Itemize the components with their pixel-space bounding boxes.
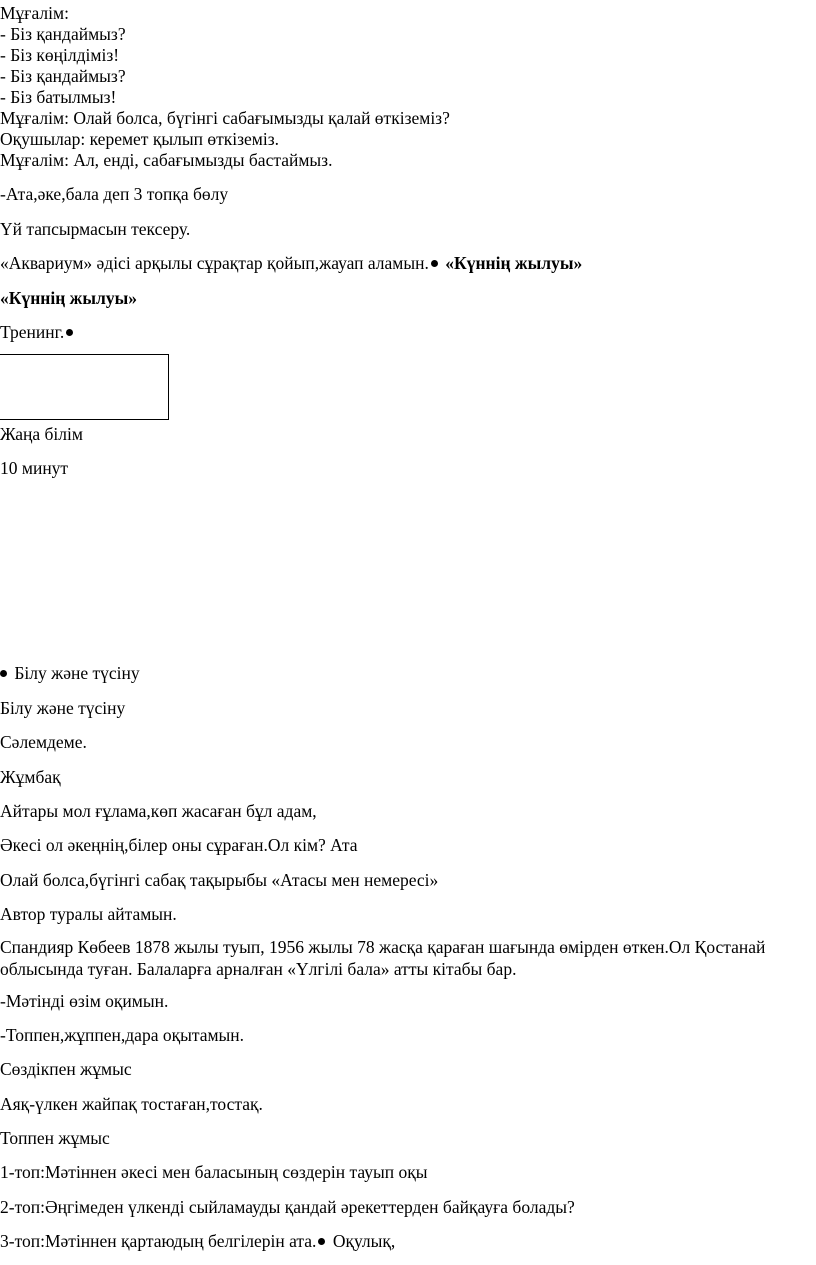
intro-line-4: - Біз қандаймыз?	[0, 66, 126, 86]
bullet-icon	[66, 329, 73, 336]
training-line	[0, 321, 76, 343]
task-3-line	[0, 1230, 395, 1252]
bullet-icon	[431, 260, 438, 267]
new-knowledge: Жаңа білім	[0, 424, 83, 444]
group-work-title: Топпен жұмыс	[0, 1128, 110, 1148]
greeting: Сәлемдеме.	[0, 732, 87, 752]
topic-line: Олай болса,бүгінгі сабақ тақырыбы «Атасы мен немересі»	[0, 870, 439, 890]
task-1: 1-топ:Мәтіннен әкесі мен баласының сөздерін тауып оқы	[0, 1162, 428, 1182]
task-3: 3-топ:Мәтіннен қартаюдың белгілерін ата.	[0, 1231, 317, 1251]
intro-line-8: Мұғалім: Ал, енді, сабағымызды бастаймыз.	[0, 150, 333, 170]
vocab-item: Аяқ-үлкен жайпақ тостаған,тостақ.	[0, 1094, 263, 1114]
teaching-modes: -Топпен,жұппен,дара оқытамын.	[0, 1025, 245, 1045]
know-understand-bullet-line	[0, 662, 140, 684]
intro-line-6: Мұғалім: Олай болса, бүгінгі сабағымызды қалай өткіземіз?	[0, 108, 450, 128]
author-intro: Автор туралы айтамын.	[0, 904, 177, 924]
aquarium-text: «Аквариум» әдісі арқылы сұрақтар қойып,жауап аламын.	[0, 253, 429, 273]
riddle-title: Жұмбақ	[0, 767, 61, 787]
author-bio: Спандияр Көбеев 1878 жылы туып, 1956 жылы 78 жасқа қараған шағында өмірден өткен.Ол Қостанай облысында туған. Балаларға арналған «Үлгілі бала» атты кітабы бар.	[0, 937, 766, 979]
bullet-icon	[318, 1238, 325, 1245]
intro-line-2: - Біз қандаймыз?	[0, 24, 126, 44]
task-2: 2-топ:Әңгімеден үлкенді сыйламауды қандай әрекеттерден байқауға болады?	[0, 1197, 575, 1217]
riddle-line-1: Айтары мол ғұлама,көп жасаған бұл адам,	[0, 801, 317, 821]
empty-frame	[0, 354, 169, 420]
know-understand-bullet-text: Білу және түсіну	[14, 663, 140, 683]
training-label: Тренинг.	[0, 322, 65, 342]
intro-line-3: - Біз көңілдіміз!	[0, 45, 120, 65]
vocab-title: Сөздікпен жұмыс	[0, 1059, 132, 1079]
know-understand: Білу және түсіну	[0, 698, 126, 718]
intro-line-5: - Біз батылмыз!	[0, 87, 117, 107]
intro-line-7: Оқушылар: керемет қылып өткіземіз.	[0, 129, 279, 149]
aquarium-line	[0, 252, 582, 274]
textbook: Оқулық,	[332, 1231, 396, 1251]
bullet-icon	[0, 670, 7, 677]
homework-line: Үй тапсырмасын тексеру.	[0, 219, 191, 239]
duration: 10 минут	[0, 458, 69, 478]
sun-warmth-inline: «Күннің жылуы»	[445, 253, 583, 273]
sun-warmth-heading: «Күннің жылуы»	[0, 288, 138, 308]
read-text: -Мәтінді өзім оқимын.	[0, 991, 169, 1011]
intro-line-1: Мұғалім:	[0, 3, 69, 23]
riddle-line-2: Әкесі ол әкеңнің,білер оны сұраған.Ол кім? Ата	[0, 835, 358, 855]
groups-line: -Ата,әке,бала деп 3 топқа бөлу	[0, 184, 229, 204]
